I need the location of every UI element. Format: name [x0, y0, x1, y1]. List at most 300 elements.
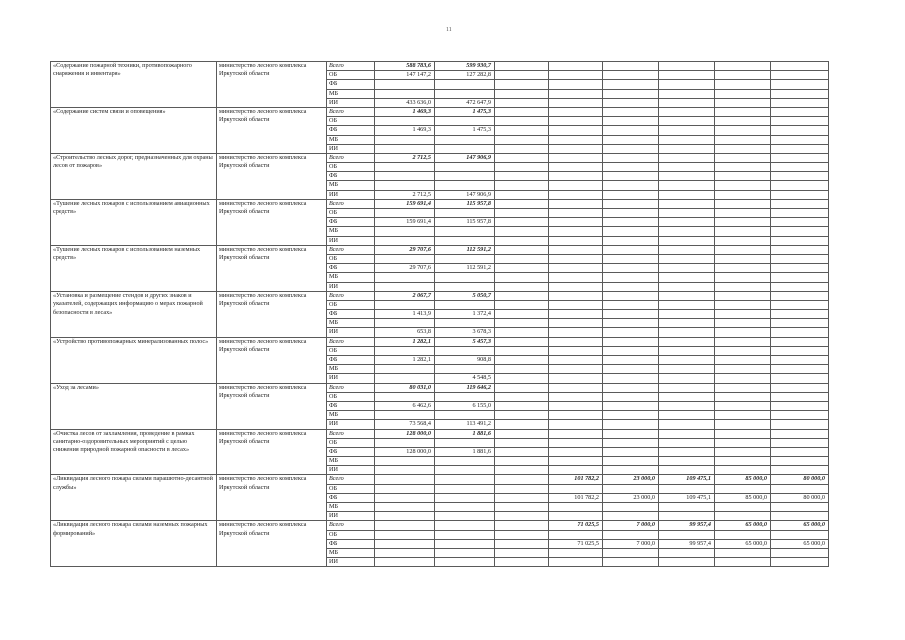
- value-cell: 1 282,1: [375, 337, 435, 346]
- value-cell: [715, 438, 771, 447]
- value-cell: [659, 328, 715, 337]
- value-cell: [659, 447, 715, 456]
- value-cell: [375, 493, 435, 502]
- value-cell: [549, 282, 603, 291]
- value-cell: [771, 383, 829, 392]
- funding-source-cell: Всего: [327, 429, 375, 438]
- value-cell: [771, 153, 829, 162]
- value-cell: [715, 429, 771, 438]
- value-cell: [495, 548, 549, 557]
- value-cell: [375, 80, 435, 89]
- value-cell: [495, 512, 549, 521]
- value-cell: [603, 62, 659, 71]
- value-cell: [771, 548, 829, 557]
- value-cell: [495, 466, 549, 475]
- value-cell: [435, 457, 495, 466]
- value-cell: [715, 282, 771, 291]
- value-cell: 1 282,1: [375, 356, 435, 365]
- value-cell: [375, 475, 435, 484]
- value-cell: 1 475,3: [435, 107, 495, 116]
- value-cell: 5 050,7: [435, 291, 495, 300]
- funding-source-cell: МБ: [327, 319, 375, 328]
- value-cell: [771, 337, 829, 346]
- value-cell: [549, 190, 603, 199]
- value-cell: [549, 392, 603, 401]
- measure-name-cell: «Строительство лесных дорог, предназначенных для охраны лесов от пожаров»: [51, 153, 217, 199]
- value-cell: 128 000,0: [375, 429, 435, 438]
- value-cell: [375, 254, 435, 263]
- value-cell: [771, 300, 829, 309]
- value-cell: [603, 401, 659, 410]
- value-cell: [549, 62, 603, 71]
- value-cell: [771, 319, 829, 328]
- value-cell: [495, 493, 549, 502]
- value-cell: [495, 227, 549, 236]
- executor-cell: министерство лесного комплекса Иркутской области: [217, 337, 327, 383]
- value-cell: 2 712,5: [375, 190, 435, 199]
- value-cell: [771, 89, 829, 98]
- funding-source-cell: ФБ: [327, 264, 375, 273]
- funding-source-cell: МБ: [327, 411, 375, 420]
- value-cell: [549, 374, 603, 383]
- value-cell: [549, 512, 603, 521]
- funding-source-cell: МБ: [327, 181, 375, 190]
- measure-name-cell: «Тушение лесных пожаров с использованием наземных средств»: [51, 245, 217, 291]
- value-cell: [771, 273, 829, 282]
- value-cell: [715, 346, 771, 355]
- funding-source-cell: ОБ: [327, 484, 375, 493]
- value-cell: [495, 291, 549, 300]
- value-cell: [495, 457, 549, 466]
- value-cell: [549, 530, 603, 539]
- executor-cell: министерство лесного комплекса Иркутской области: [217, 199, 327, 245]
- table-row-total: [51, 521, 829, 530]
- value-cell: [549, 264, 603, 273]
- value-cell: [603, 98, 659, 107]
- value-cell: [659, 144, 715, 153]
- value-cell: [603, 548, 659, 557]
- funding-source-cell: МБ: [327, 135, 375, 144]
- value-cell: [603, 530, 659, 539]
- value-cell: [375, 117, 435, 126]
- value-cell: [715, 411, 771, 420]
- value-cell: [659, 346, 715, 355]
- value-cell: [771, 181, 829, 190]
- value-cell: [659, 236, 715, 245]
- value-cell: [435, 227, 495, 236]
- value-cell: [549, 401, 603, 410]
- value-cell: 472 647,9: [435, 98, 495, 107]
- funding-source-cell: ИИ: [327, 558, 375, 567]
- value-cell: [715, 98, 771, 107]
- value-cell: [715, 319, 771, 328]
- value-cell: 599 930,7: [435, 62, 495, 71]
- funding-source-cell: ИИ: [327, 420, 375, 429]
- value-cell: 908,8: [435, 356, 495, 365]
- value-cell: [603, 71, 659, 80]
- measure-name-cell: «Очистка лесов от захламления, проведение в рамках санитарно-оздоровительных мероприятий с целью снижения природной пожарной опасности в лесах»: [51, 429, 217, 475]
- value-cell: [771, 365, 829, 374]
- funding-source-cell: ОБ: [327, 163, 375, 172]
- value-cell: [435, 282, 495, 291]
- value-cell: [659, 392, 715, 401]
- budget-table-body: [51, 62, 829, 567]
- value-cell: [715, 153, 771, 162]
- value-cell: [495, 245, 549, 254]
- value-cell: [603, 273, 659, 282]
- funding-source-cell: Всего: [327, 337, 375, 346]
- value-cell: [603, 429, 659, 438]
- value-cell: [495, 209, 549, 218]
- value-cell: [715, 447, 771, 456]
- value-cell: [549, 80, 603, 89]
- funding-source-cell: Всего: [327, 107, 375, 116]
- funding-source-cell: ОБ: [327, 392, 375, 401]
- value-cell: [603, 89, 659, 98]
- value-cell: [659, 181, 715, 190]
- value-cell: [375, 282, 435, 291]
- value-cell: [715, 503, 771, 512]
- table-row-total: [51, 383, 829, 392]
- table-row-total: [51, 337, 829, 346]
- value-cell: [659, 503, 715, 512]
- table-row-total: [51, 475, 829, 484]
- value-cell: [495, 530, 549, 539]
- value-cell: [603, 254, 659, 263]
- value-cell: [495, 80, 549, 89]
- value-cell: [435, 558, 495, 567]
- value-cell: 80 031,0: [375, 383, 435, 392]
- value-cell: [435, 438, 495, 447]
- value-cell: [549, 383, 603, 392]
- value-cell: [549, 411, 603, 420]
- value-cell: [375, 392, 435, 401]
- funding-source-cell: ФБ: [327, 80, 375, 89]
- value-cell: [715, 420, 771, 429]
- measure-name-cell: «Установка и размещение стендов и других знаков и указателей, содержащих информацию о мерах пожарной безопасности в лесах»: [51, 291, 217, 337]
- value-cell: [715, 218, 771, 227]
- funding-source-cell: ИИ: [327, 98, 375, 107]
- value-cell: [603, 447, 659, 456]
- value-cell: [771, 420, 829, 429]
- executor-cell: министерство лесного комплекса Иркутской области: [217, 429, 327, 475]
- value-cell: [603, 383, 659, 392]
- value-cell: [771, 447, 829, 456]
- executor-cell: министерство лесного комплекса Иркутской области: [217, 383, 327, 429]
- value-cell: [771, 457, 829, 466]
- value-cell: 23 000,0: [603, 493, 659, 502]
- value-cell: [603, 209, 659, 218]
- value-cell: 73 568,4: [375, 420, 435, 429]
- value-cell: [659, 62, 715, 71]
- value-cell: [435, 254, 495, 263]
- value-cell: [495, 236, 549, 245]
- value-cell: 147 906,9: [435, 153, 495, 162]
- value-cell: [549, 218, 603, 227]
- value-cell: [495, 218, 549, 227]
- value-cell: [771, 346, 829, 355]
- table-row-total: [51, 291, 829, 300]
- value-cell: 7 000,0: [603, 539, 659, 548]
- value-cell: [771, 135, 829, 144]
- value-cell: [549, 328, 603, 337]
- funding-source-cell: ИИ: [327, 144, 375, 153]
- value-cell: [771, 282, 829, 291]
- funding-source-cell: МБ: [327, 89, 375, 98]
- table-row-total: [51, 62, 829, 71]
- value-cell: [659, 227, 715, 236]
- funding-source-cell: ИИ: [327, 328, 375, 337]
- value-cell: [715, 328, 771, 337]
- executor-cell: министерство лесного комплекса Иркутской области: [217, 153, 327, 199]
- value-cell: [771, 117, 829, 126]
- value-cell: [549, 356, 603, 365]
- funding-source-cell: ОБ: [327, 209, 375, 218]
- value-cell: [435, 521, 495, 530]
- value-cell: [659, 291, 715, 300]
- value-cell: [771, 411, 829, 420]
- value-cell: [715, 310, 771, 319]
- value-cell: [435, 548, 495, 557]
- executor-cell: министерство лесного комплекса Иркутской области: [217, 62, 327, 108]
- value-cell: [549, 144, 603, 153]
- value-cell: [549, 254, 603, 263]
- value-cell: [603, 558, 659, 567]
- value-cell: [549, 300, 603, 309]
- executor-cell: министерство лесного комплекса Иркутской области: [217, 245, 327, 291]
- funding-source-cell: Всего: [327, 62, 375, 71]
- value-cell: [495, 365, 549, 374]
- funding-source-cell: МБ: [327, 365, 375, 374]
- value-cell: [495, 438, 549, 447]
- value-cell: [771, 374, 829, 383]
- value-cell: [375, 548, 435, 557]
- value-cell: [603, 457, 659, 466]
- value-cell: [495, 475, 549, 484]
- value-cell: [659, 264, 715, 273]
- value-cell: 112 591,2: [435, 264, 495, 273]
- funding-source-cell: ИИ: [327, 282, 375, 291]
- value-cell: [603, 227, 659, 236]
- value-cell: [375, 236, 435, 245]
- value-cell: 71 025,5: [549, 521, 603, 530]
- value-cell: 109 475,1: [659, 493, 715, 502]
- value-cell: [375, 411, 435, 420]
- value-cell: [549, 337, 603, 346]
- value-cell: [375, 300, 435, 309]
- value-cell: [549, 365, 603, 374]
- value-cell: [375, 374, 435, 383]
- value-cell: [435, 273, 495, 282]
- value-cell: 5 457,3: [435, 337, 495, 346]
- value-cell: [375, 530, 435, 539]
- value-cell: [495, 356, 549, 365]
- value-cell: [549, 135, 603, 144]
- value-cell: [435, 530, 495, 539]
- value-cell: [603, 374, 659, 383]
- measure-name-cell: «Уход за лесами»: [51, 383, 217, 429]
- value-cell: [715, 117, 771, 126]
- value-cell: [771, 429, 829, 438]
- value-cell: [435, 392, 495, 401]
- value-cell: [603, 291, 659, 300]
- value-cell: [495, 135, 549, 144]
- value-cell: [549, 273, 603, 282]
- value-cell: [549, 71, 603, 80]
- funding-source-cell: ИИ: [327, 190, 375, 199]
- value-cell: [659, 135, 715, 144]
- value-cell: 71 025,5: [549, 539, 603, 548]
- value-cell: [495, 521, 549, 530]
- value-cell: [549, 117, 603, 126]
- value-cell: [603, 484, 659, 493]
- value-cell: [715, 466, 771, 475]
- executor-cell: министерство лесного комплекса Иркутской области: [217, 521, 327, 567]
- value-cell: [495, 319, 549, 328]
- value-cell: [715, 530, 771, 539]
- value-cell: [771, 190, 829, 199]
- value-cell: [659, 80, 715, 89]
- value-cell: [375, 181, 435, 190]
- value-cell: 109 475,1: [659, 475, 715, 484]
- value-cell: [495, 337, 549, 346]
- value-cell: 115 957,8: [435, 218, 495, 227]
- measure-name-cell: «Содержание систем связи и оповещения»: [51, 107, 217, 153]
- value-cell: [435, 346, 495, 355]
- funding-source-cell: ИИ: [327, 374, 375, 383]
- value-cell: [659, 401, 715, 410]
- value-cell: 115 957,8: [435, 199, 495, 208]
- value-cell: [659, 172, 715, 181]
- value-cell: [659, 383, 715, 392]
- value-cell: [495, 300, 549, 309]
- value-cell: [435, 181, 495, 190]
- value-cell: [549, 181, 603, 190]
- value-cell: 2 712,5: [375, 153, 435, 162]
- value-cell: 65 000,0: [715, 539, 771, 548]
- value-cell: [715, 126, 771, 135]
- value-cell: [771, 107, 829, 116]
- value-cell: [715, 245, 771, 254]
- value-cell: 1 469,3: [375, 107, 435, 116]
- value-cell: [659, 254, 715, 263]
- value-cell: 112 591,2: [435, 245, 495, 254]
- value-cell: [549, 319, 603, 328]
- value-cell: [715, 254, 771, 263]
- value-cell: 1 469,3: [375, 126, 435, 135]
- value-cell: [603, 411, 659, 420]
- value-cell: [375, 209, 435, 218]
- value-cell: [375, 89, 435, 98]
- value-cell: [659, 209, 715, 218]
- value-cell: [603, 107, 659, 116]
- value-cell: 6 462,6: [375, 401, 435, 410]
- value-cell: [375, 135, 435, 144]
- value-cell: [495, 107, 549, 116]
- value-cell: 29 707,6: [375, 264, 435, 273]
- value-cell: [771, 199, 829, 208]
- value-cell: [435, 172, 495, 181]
- value-cell: [659, 319, 715, 328]
- value-cell: [771, 163, 829, 172]
- value-cell: [603, 264, 659, 273]
- value-cell: 1 475,3: [435, 126, 495, 135]
- value-cell: [549, 548, 603, 557]
- value-cell: [659, 98, 715, 107]
- budget-table: [50, 61, 829, 567]
- funding-source-cell: ИИ: [327, 466, 375, 475]
- value-cell: [375, 438, 435, 447]
- value-cell: [375, 539, 435, 548]
- value-cell: [603, 466, 659, 475]
- value-cell: [435, 117, 495, 126]
- value-cell: 65 000,0: [715, 521, 771, 530]
- value-cell: [715, 80, 771, 89]
- value-cell: [715, 365, 771, 374]
- value-cell: [549, 503, 603, 512]
- value-cell: [771, 71, 829, 80]
- funding-source-cell: ФБ: [327, 310, 375, 319]
- value-cell: [549, 420, 603, 429]
- funding-source-cell: ОБ: [327, 71, 375, 80]
- value-cell: [771, 264, 829, 273]
- value-cell: [771, 144, 829, 153]
- value-cell: [375, 503, 435, 512]
- value-cell: [603, 512, 659, 521]
- value-cell: 23 000,0: [603, 475, 659, 484]
- funding-source-cell: ОБ: [327, 530, 375, 539]
- value-cell: [715, 512, 771, 521]
- value-cell: [715, 89, 771, 98]
- value-cell: 65 000,0: [771, 539, 829, 548]
- value-cell: [771, 218, 829, 227]
- value-cell: [435, 466, 495, 475]
- value-cell: [435, 493, 495, 502]
- value-cell: [771, 503, 829, 512]
- value-cell: [549, 484, 603, 493]
- value-cell: [603, 346, 659, 355]
- value-cell: [375, 484, 435, 493]
- value-cell: [659, 466, 715, 475]
- value-cell: [659, 457, 715, 466]
- value-cell: [495, 117, 549, 126]
- value-cell: [771, 466, 829, 475]
- value-cell: [715, 181, 771, 190]
- value-cell: [495, 374, 549, 383]
- value-cell: [603, 80, 659, 89]
- value-cell: [715, 62, 771, 71]
- funding-source-cell: Всего: [327, 291, 375, 300]
- value-cell: [603, 172, 659, 181]
- value-cell: [549, 209, 603, 218]
- value-cell: [771, 98, 829, 107]
- value-cell: 119 646,2: [435, 383, 495, 392]
- value-cell: [549, 236, 603, 245]
- value-cell: [603, 135, 659, 144]
- value-cell: [495, 401, 549, 410]
- value-cell: [435, 80, 495, 89]
- value-cell: 147 147,2: [375, 71, 435, 80]
- value-cell: [603, 328, 659, 337]
- value-cell: [549, 346, 603, 355]
- value-cell: [715, 356, 771, 365]
- value-cell: [495, 273, 549, 282]
- value-cell: [715, 135, 771, 144]
- value-cell: [495, 310, 549, 319]
- value-cell: [771, 512, 829, 521]
- value-cell: 101 782,2: [549, 475, 603, 484]
- measure-name-cell: «Ликвидация лесного пожара силами наземных пожарных формирований»: [51, 521, 217, 567]
